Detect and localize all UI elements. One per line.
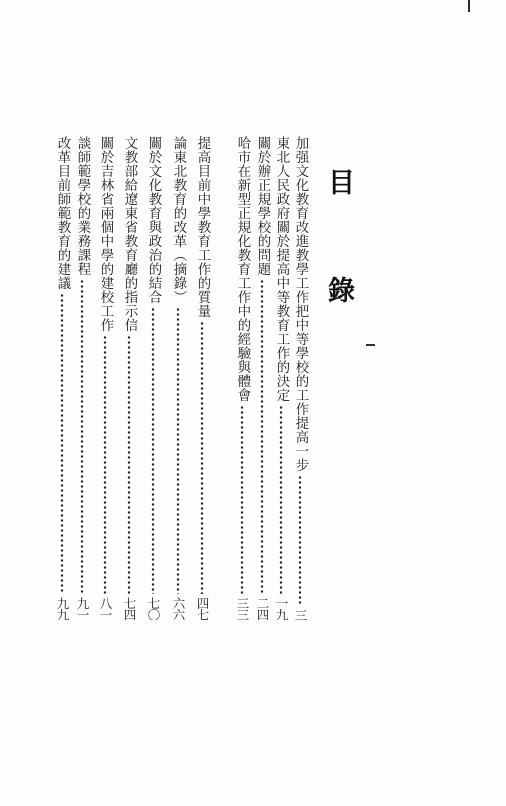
toc-entry-4 [232,136,252,620]
toc-entry-title: 關於辦正規學校的問題 [255,136,270,276]
dot-leader [168,307,188,594]
toc-entry-title: 東北人民政府關於提高中等教育工作的決定 [274,136,289,402]
page-title: 目 錄 [323,168,354,340]
toc-entry-page: 三 [293,608,308,620]
toc-entry-7 [143,136,163,620]
dot-leader [290,475,310,606]
toc-entry-9 [95,136,115,620]
toc-entry-title: 提高目前中學教育工作的質量 [195,136,210,318]
toc-entry-page: 八一 [98,597,113,620]
toc-entry-3 [252,136,272,620]
dot-leader [95,335,115,594]
toc-entry-title: 談師範學校的業務課程 [75,136,90,276]
dot-leader [232,405,252,594]
toc-entry-page: 七四 [122,597,137,620]
toc-entry-2 [271,136,291,620]
toc-entry-page: 九九 [55,597,70,620]
dot-leader [52,293,72,594]
toc-entry-page: 七〇 [146,597,161,620]
toc-entry-page: 六六 [171,597,186,620]
toc-entry-title: 關於吉林省兩個中學的建校工作 [98,136,113,332]
toc-entry-6 [168,136,188,620]
toc-entry-title: 關於文化教育與政治的結合 [146,136,161,304]
toc-entry-title: 改革目前師範教育的建議 [55,136,70,290]
dot-leader [271,405,291,594]
toc-entry-page: 一九 [274,597,289,620]
toc-entry-title: 文教部給遼東省教育廳的指示信 [122,136,137,332]
toc-entry-10 [72,136,92,620]
toc-entry-page: 三三 [235,597,250,620]
dot-leader [143,307,163,594]
toc-entry-8 [119,136,139,620]
dot-leader [192,321,212,594]
toc-entry-5 [192,136,212,620]
dot-leader [252,279,272,594]
dot-leader [119,335,139,594]
toc-entry-page: 九一 [75,597,90,620]
toc-entry-11 [52,136,72,620]
toc-entry-1 [290,136,310,620]
toc-entry-title: 論東北教育的改革（摘錄） [171,136,186,304]
toc-entry-title: 加强文化教育改進教學工作把中等學校的工作提高一步 [293,136,308,472]
toc-entry-title: 哈市在新型正規化教育工作中的經驗與體會 [235,136,250,402]
title-dash [366,344,375,346]
dot-leader [72,279,92,594]
scan-mark [468,0,470,12]
toc-entry-page: 四七 [195,597,210,620]
toc-entry-page: 二四 [255,597,270,620]
